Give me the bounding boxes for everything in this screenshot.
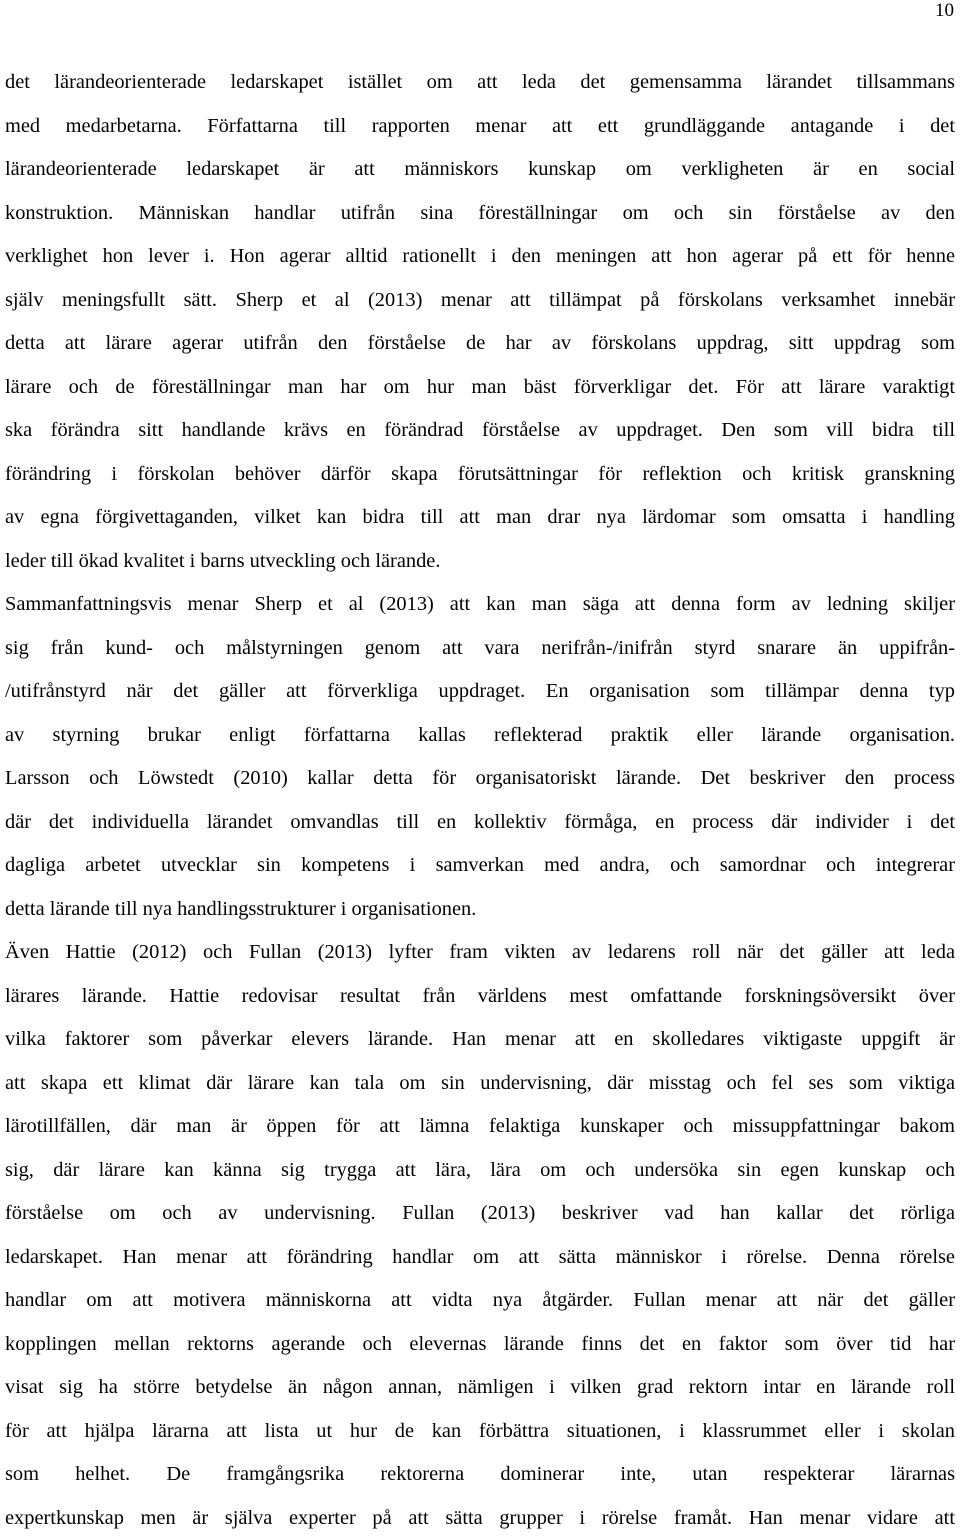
text-line: sig, där lärare kan känna sig trygga att lära, lära om och undersöka sin egen kunskap och xyxy=(5,1149,955,1193)
text-line: att skapa ett klimat där lärare kan tala om sin undervisning, där misstag och fel ses som viktiga xyxy=(5,1062,955,1106)
text-line: som helhet. De framgångsrika rektorerna dominerar inte, utan respekterar lärarnas xyxy=(5,1453,955,1497)
text-line: förändring i förskolan behöver därför skapa förutsättningar för reflektion och kritisk granskning xyxy=(5,453,955,497)
text-line: /utifrånstyrd när det gäller att förverkliga uppdraget. En organisation som tillämpar denna typ xyxy=(5,670,955,714)
text-line: sig från kund- och målstyrningen genom att vara nerifrån-/inifrån styrd snarare än uppifrån- xyxy=(5,627,955,671)
page-number: 10 xyxy=(935,0,954,22)
text-line: konstruktion. Människan handlar utifrån sina föreställningar om och sin förståelse av den xyxy=(5,192,955,236)
text-line: dagliga arbetet utvecklar sin kompetens i samverkan med andra, och samordnar och integrerar xyxy=(5,844,955,888)
body-text xyxy=(5,61,955,1540)
text-line: av egna förgivettaganden, vilket kan bidra till att man drar nya lärdomar som omsatta i handling xyxy=(5,496,955,540)
text-line: visat sig ha större betydelse än någon annan, nämligen i vilken grad rektorn intar en lärande roll xyxy=(5,1366,955,1410)
text-line: ska förändra sitt handlande krävs en förändrad förståelse av uppdraget. Den som vill bidra till xyxy=(5,409,955,453)
text-line: leder till ökad kvalitet i barns utveckling och lärande. xyxy=(5,540,955,584)
text-line: det lärandeorienterade ledarskapet istället om att leda det gemensamma lärandet tillsammans xyxy=(5,61,955,105)
text-line: med medarbetarna. Författarna till rapporten menar att ett grundläggande antagande i det xyxy=(5,105,955,149)
text-line: lärotillfällen, där man är öppen för att lämna felaktiga kunskaper och missuppfattningar bakom xyxy=(5,1105,955,1149)
text-line: för att hjälpa lärarna att lista ut hur de kan förbättra situationen, i klassrummet eller i skolan xyxy=(5,1410,955,1454)
text-line: detta lärande till nya handlingsstrukturer i organisationen. xyxy=(5,888,955,932)
text-line: handlar om att motivera människorna att vidta nya åtgärder. Fullan menar att när det gäller xyxy=(5,1279,955,1323)
text-line: ledarskapet. Han menar att förändring handlar om att sätta människor i rörelse. Denna rörelse xyxy=(5,1236,955,1280)
text-line: Larsson och Löwstedt (2010) kallar detta för organisatoriskt lärande. Det beskriver den process xyxy=(5,757,955,801)
text-line: förståelse om och av undervisning. Fullan (2013) beskriver vad han kallar det rörliga xyxy=(5,1192,955,1236)
text-line: lärares lärande. Hattie redovisar resultat från världens mest omfattande forskningsöversikt över xyxy=(5,975,955,1019)
text-line: Sammanfattningsvis menar Sherp et al (2013) att kan man säga att denna form av ledning skiljer xyxy=(5,583,955,627)
text-line: Även Hattie (2012) och Fullan (2013) lyfter fram vikten av ledarens roll när det gäller att leda xyxy=(5,931,955,975)
text-line: detta att lärare agerar utifrån den förståelse de har av förskolans uppdrag, sitt uppdrag som xyxy=(5,322,955,366)
text-line: vilka faktorer som påverkar elevers lärande. Han menar att en skolledares viktigaste uppgift är xyxy=(5,1018,955,1062)
text-line: där det individuella lärandet omvandlas till en kollektiv förmåga, en process där individer i det xyxy=(5,801,955,845)
text-line: lärandeorienterade ledarskapet är att människors kunskap om verkligheten är en social xyxy=(5,148,955,192)
text-line: kopplingen mellan rektorns agerande och elevernas lärande finns det en faktor som över tid har xyxy=(5,1323,955,1367)
text-line: själv meningsfullt sätt. Sherp et al (2013) menar att tillämpat på förskolans verksamhet innebär xyxy=(5,279,955,323)
text-line: lärare och de föreställningar man har om hur man bäst förverkligar det. För att lärare varaktigt xyxy=(5,366,955,410)
text-line: av styrning brukar enligt författarna kallas reflekterad praktik eller lärande organisation. xyxy=(5,714,955,758)
text-line: expertkunskap men är själva experter på att sätta grupper i rörelse framåt. Han menar vidare att xyxy=(5,1497,955,1540)
text-line: verklighet hon lever i. Hon agerar alltid rationellt i den meningen att hon agerar på ett för henne xyxy=(5,235,955,279)
